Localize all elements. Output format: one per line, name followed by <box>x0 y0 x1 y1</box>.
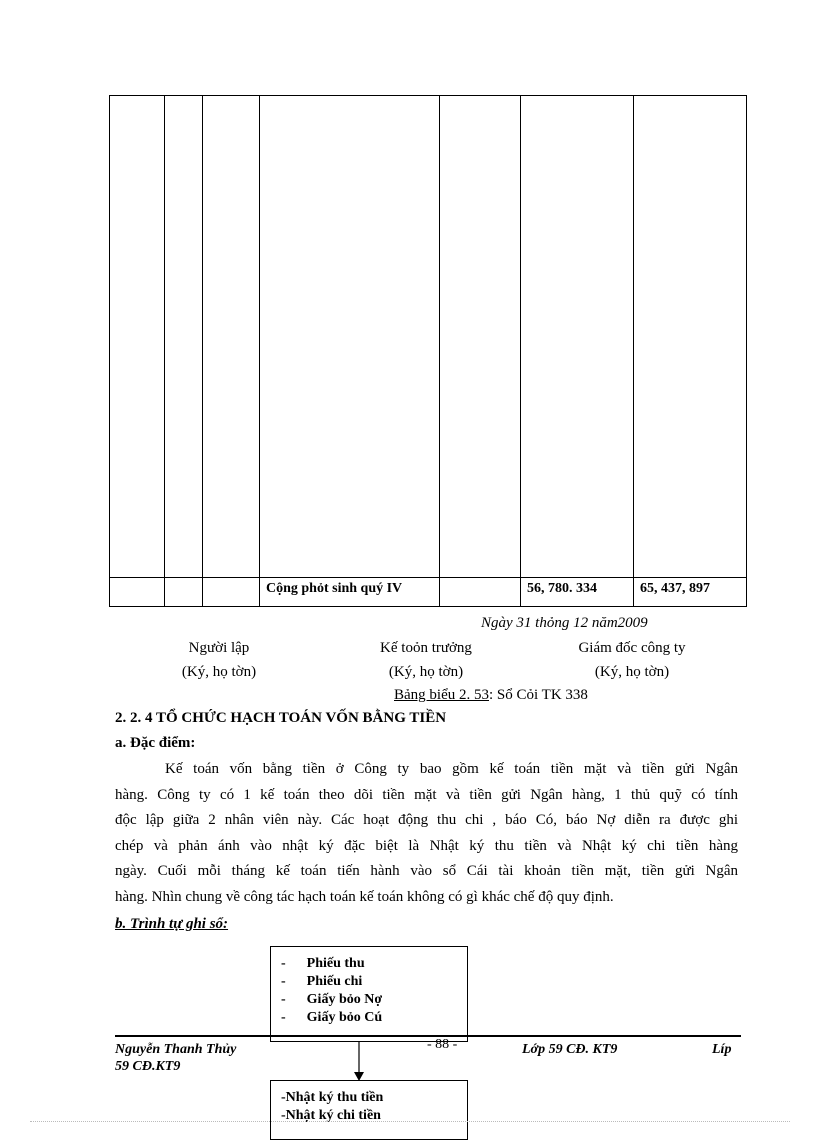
footer-trailing: Líp <box>712 1042 732 1057</box>
footer-author-line2: 59 CĐ.KT9 <box>115 1059 181 1074</box>
preparer-sign-note: (Ký, họ tờn) <box>181 664 257 680</box>
column-divider <box>633 96 634 606</box>
paragraph-line: ngày. Cuối mỗi tháng kế toán tiến hành vào sổ Cái tài khoản tiền mặt, tiền gửi Ngân <box>115 863 738 880</box>
total-label: Cộng phỏt sinh quý IV <box>266 581 403 596</box>
journal-item: -Nhật ký chi tiền <box>281 1108 381 1123</box>
column-divider <box>439 96 440 606</box>
footer-author: Nguyễn Thanh Thủy <box>115 1042 237 1057</box>
caption-rest: : Sổ Cỏi TK 338 <box>489 687 588 703</box>
journal-item: -Nhật ký thu tiền <box>281 1090 384 1105</box>
chief-accountant-title: Kế toỏn trưởng <box>380 640 472 656</box>
subheading-a: a. Đặc điểm: <box>115 735 196 751</box>
paragraph-line: chép và phản ánh vào nhật ký đặc biệt là Nhật ký thu tiền và Nhật ký chi tiền hàng <box>115 837 738 854</box>
doc-item: - Phiếu thu <box>281 956 365 971</box>
journal-box <box>270 1080 468 1140</box>
description-paragraph <box>115 757 738 911</box>
column-divider <box>164 96 165 606</box>
paragraph-line: Kế toán vốn bằng tiền ở Công ty bao gồm kế toán tiền mặt và tiền gửi Ngân <box>165 761 738 777</box>
table-caption <box>394 687 588 704</box>
footer-class: Lớp 59 CĐ. KT9 <box>522 1042 618 1057</box>
date-line: Ngày 31 thỏng 12 năm2009 <box>481 615 648 631</box>
director-sign-note: (Ký, họ tờn) <box>594 664 670 680</box>
subheading-b: b. Trình tự ghi sổ: <box>115 916 229 932</box>
column-divider <box>520 96 521 606</box>
chief-accountant-sign-note: (Ký, họ tờn) <box>388 664 464 680</box>
doc-item: - Phiếu chi <box>281 974 363 989</box>
ledger-table <box>109 95 747 607</box>
column-divider <box>202 96 203 606</box>
doc-item: - Giấy bỏo Cú <box>281 1010 383 1025</box>
page-number: - 88 - <box>427 1037 458 1052</box>
director-title: Giám đốc công ty <box>578 640 686 656</box>
flow-arrow <box>352 1042 366 1082</box>
paragraph-line: hàng. Công ty có 1 kế toán theo dõi tiền mặt và tiền gửi Ngân hàng, 1 thủ quỹ có tính <box>115 786 738 803</box>
paragraph-line: hàng. Nhìn chung về công tác hạch toán kế toán không có gì khác chế độ quy định. <box>115 888 614 905</box>
section-heading: 2. 2. 4 TỔ CHỨC HẠCH TOÁN VỐN BẰNG TIỀN <box>115 710 447 726</box>
total-credit: 65, 437, 897 <box>640 581 710 596</box>
total-debit: 56, 780. 334 <box>527 581 597 596</box>
preparer-title: Người lập <box>188 640 250 656</box>
caption-prefix: Bảng biểu 2. 53 <box>394 687 489 703</box>
column-divider <box>259 96 260 606</box>
doc-item: - Giấy bỏo Nợ <box>281 992 383 1007</box>
page-bottom-dotted-line <box>30 1121 790 1122</box>
source-documents-box <box>270 946 468 1042</box>
paragraph-line: độc lập giữa 2 nhân viên này. Các hoạt động thu chi , báo Có, báo Nợ diễn ra được ghi <box>115 812 738 829</box>
total-row-divider <box>110 577 746 578</box>
